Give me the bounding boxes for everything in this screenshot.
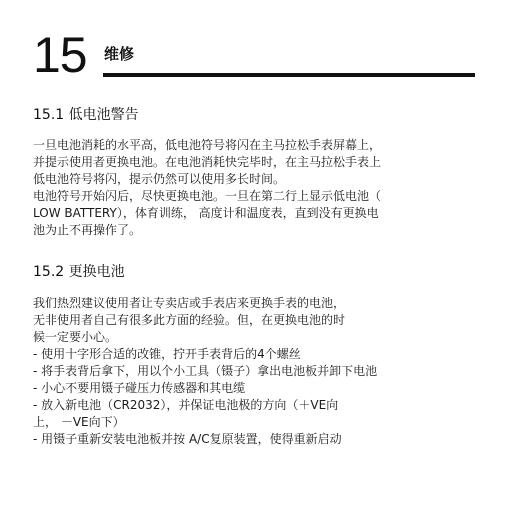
list-item: - 将手表背后拿下，用以个小工具（镊子）拿出电池板并卸下电池 bbox=[33, 364, 378, 378]
low-battery-paragraph bbox=[33, 137, 481, 239]
section-heading-replace-battery: 15.2 更换电池 bbox=[33, 264, 125, 280]
paragraph-line: 并提示使用者更换电池。在电池消耗快完毕时，在主马拉松手表上 bbox=[33, 155, 382, 169]
paragraph-line: 低电池符号将闪，提示仍然可以使用多长时间。 bbox=[33, 172, 286, 186]
list-item: - 使用十字形合适的改锥，拧开手表背后的4个螺丝 bbox=[33, 347, 301, 361]
paragraph-line: 无非使用者自己有很多此方面的经验。但，在更换电池的时 bbox=[33, 313, 346, 327]
paragraph-line: 池为止不再操作了。 bbox=[33, 223, 142, 237]
chapter-title: 维修 bbox=[104, 45, 135, 63]
chapter-number: 15 bbox=[33, 27, 87, 83]
list-item: - 用镊子重新安装电池板并按 A/C复原装置，使得重新启动 bbox=[33, 432, 342, 446]
list-item: - 小心不要用镊子碰压力传感器和其电缆 bbox=[33, 381, 246, 395]
paragraph-line: 我们热烈建议使用者让专卖店或手表店来更换手表的电池， bbox=[33, 296, 346, 310]
section-heading-low-battery: 15.1 低电池警告 bbox=[33, 107, 139, 123]
list-item: - 放入新电池（CR2032），并保证电池极的方向（＋VE向 bbox=[33, 398, 339, 412]
list-item: 上， －VE向下） bbox=[33, 415, 125, 429]
paragraph-line: 一旦电池消耗的水平高，低电池符号将闪在主马拉松手表屏幕上， bbox=[33, 138, 382, 152]
replace-battery-paragraph bbox=[33, 295, 481, 346]
paragraph-line: LOW BATTERY），体育训练， 高度计和温度表，直到没有更换电 bbox=[33, 206, 379, 220]
chapter-divider bbox=[103, 73, 475, 77]
replacement-steps-list bbox=[33, 346, 481, 448]
paragraph-line: 电池符号开始闪后，尽快更换电池。一旦在第二行上显示低电池（ bbox=[33, 189, 382, 203]
paragraph-line: 候一定要小心。 bbox=[33, 330, 118, 344]
